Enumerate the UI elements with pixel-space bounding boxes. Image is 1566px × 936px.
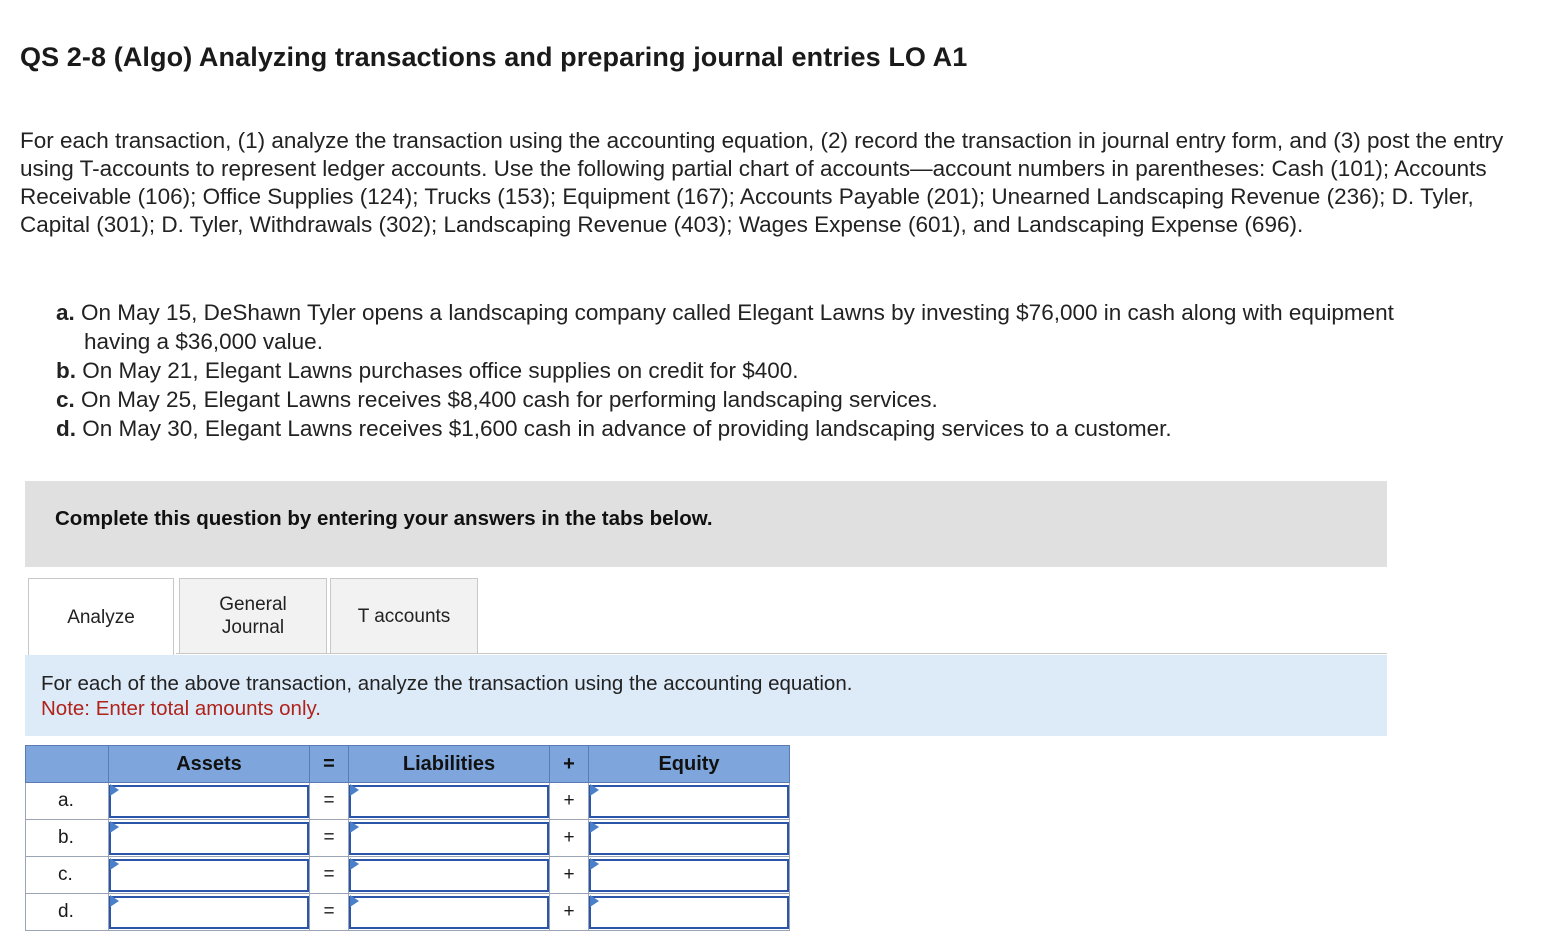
plus-sign: + (550, 857, 589, 894)
liabilities-cell (349, 820, 550, 857)
liabilities-cell (349, 894, 550, 931)
equals-sign: = (310, 783, 349, 820)
transaction-item (56, 298, 1456, 356)
equity-input[interactable] (589, 896, 789, 929)
transaction-letter: c. (56, 387, 75, 412)
tab-divider (176, 653, 1387, 654)
transaction-text: On May 25, Elegant Lawns receives $8,400 cash for performing landscaping services. (81, 387, 938, 412)
input-flag-icon (590, 895, 599, 907)
assets-input[interactable] (109, 896, 309, 929)
tab-t-accounts[interactable]: T accounts (330, 578, 478, 653)
transaction-letter: b. (56, 358, 76, 383)
instruction-text: For each of the above transaction, analyze the transaction using the accounting equation. (41, 672, 853, 695)
transaction-text: On May 30, Elegant Lawns receives $1,600 cash in advance of providing landscaping services to a customer. (82, 416, 1172, 441)
table-row (26, 820, 790, 857)
transaction-list (56, 298, 1456, 443)
table-row (26, 857, 790, 894)
tab-general-journal[interactable]: General Journal (179, 578, 327, 653)
equity-cell (589, 857, 790, 894)
tab-analyze[interactable]: Analyze (28, 578, 174, 655)
equity-cell (589, 820, 790, 857)
assets-cell (109, 857, 310, 894)
liabilities-header: Liabilities (349, 746, 550, 783)
liabilities-input[interactable] (349, 822, 549, 855)
accounting-equation-table (25, 745, 790, 931)
row-label-header (26, 746, 109, 783)
equals-sign: = (310, 857, 349, 894)
table-row (26, 894, 790, 931)
liabilities-input[interactable] (349, 896, 549, 929)
plus-sign: + (550, 783, 589, 820)
table-header-row (26, 746, 790, 783)
input-flag-icon (110, 821, 119, 833)
table-row (26, 783, 790, 820)
row-label: a. (26, 783, 109, 820)
input-flag-icon (110, 858, 119, 870)
input-flag-icon (590, 784, 599, 796)
equity-cell (589, 783, 790, 820)
equity-header: Equity (589, 746, 790, 783)
input-flag-icon (110, 895, 119, 907)
equals-sign: = (310, 894, 349, 931)
question-banner (25, 481, 1387, 567)
plus-header: + (550, 746, 589, 783)
input-flag-icon (590, 821, 599, 833)
assets-input[interactable] (109, 822, 309, 855)
liabilities-input[interactable] (349, 859, 549, 892)
assets-cell (109, 894, 310, 931)
plus-sign: + (550, 894, 589, 931)
liabilities-input[interactable] (349, 785, 549, 818)
transaction-letter: a. (56, 300, 75, 325)
input-flag-icon (350, 895, 359, 907)
assets-cell (109, 820, 310, 857)
equity-cell (589, 894, 790, 931)
assets-header: Assets (109, 746, 310, 783)
row-label: d. (26, 894, 109, 931)
transaction-item (56, 356, 1456, 385)
equals-header: = (310, 746, 349, 783)
input-flag-icon (350, 821, 359, 833)
row-label: c. (26, 857, 109, 894)
instructions-paragraph: For each transaction, (1) analyze the transaction using the accounting equation, (2) record the transaction in journal entry form, and (3) post the entry using T-accounts to represent ledger accounts. Use the following partial chart of accounts—account numbers in parentheses: Cash (101); Accounts Receivable (106); Office Supplies (124); Trucks (153); Equipment (167); Accounts Payable (201); Unearned Landscaping Revenue (236); D. Tyler, Capital (301); D. Tyler, Withdrawals (302); Landscaping Revenue (403); Wages Expense (601), and Landscaping Expense (696). (20, 128, 1504, 237)
page-title: QS 2-8 (Algo) Analyzing transactions and preparing journal entries LO A1 (20, 42, 968, 72)
row-label: b. (26, 820, 109, 857)
tab-instructions (25, 655, 1387, 736)
input-flag-icon (110, 784, 119, 796)
assets-input[interactable] (109, 859, 309, 892)
transaction-item (56, 385, 1456, 414)
equity-input[interactable] (589, 822, 789, 855)
liabilities-cell (349, 857, 550, 894)
equals-sign: = (310, 820, 349, 857)
instruction-note: Note: Enter total amounts only. (41, 697, 321, 720)
liabilities-cell (349, 783, 550, 820)
transaction-letter: d. (56, 416, 76, 441)
transaction-text: On May 15, DeShawn Tyler opens a landscaping company called Elegant Lawns by investing $76,000 in cash along with equipment having a $36,000 value. (81, 300, 1394, 354)
equity-input[interactable] (589, 859, 789, 892)
equity-input[interactable] (589, 785, 789, 818)
plus-sign: + (550, 820, 589, 857)
transaction-item (56, 414, 1456, 443)
input-flag-icon (350, 784, 359, 796)
assets-input[interactable] (109, 785, 309, 818)
banner-text: Complete this question by entering your answers in the tabs below. (55, 507, 713, 530)
assets-cell (109, 783, 310, 820)
transaction-text: On May 21, Elegant Lawns purchases office supplies on credit for $400. (82, 358, 799, 383)
input-flag-icon (350, 858, 359, 870)
input-flag-icon (590, 858, 599, 870)
